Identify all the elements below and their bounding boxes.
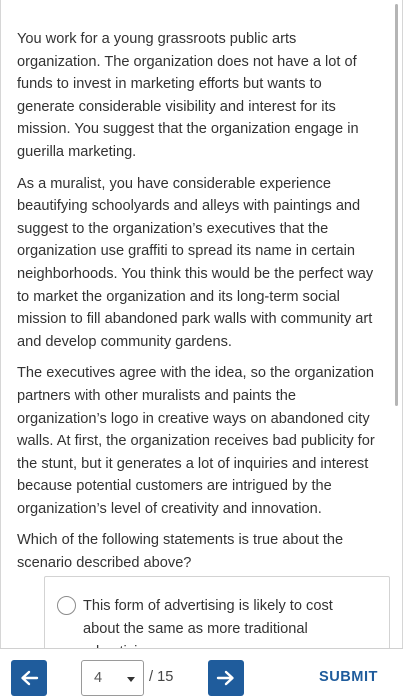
question-scroll-area[interactable] xyxy=(2,0,403,648)
current-page-value: 4 xyxy=(94,670,103,686)
question-prompt: Which of the following statements is true about the scenario described above? xyxy=(17,532,344,572)
arrow-left-icon xyxy=(20,670,38,686)
page-total-label: / 15 xyxy=(149,669,174,685)
scenario-paragraph: As a muralist, you have considerable experience beautifying schoolyards and alleys with paintings and suggest to the organization’s executives that the organization use graffiti to spread its name in certain neighborhoods. You think this would be the perfect way to market the organization and its long-term social mission to fill abandoned park walls with community art and develop community gardens. xyxy=(17,175,374,350)
previous-question-button[interactable] xyxy=(11,660,47,696)
chevron-down-icon xyxy=(127,677,135,682)
scrollbar-thumb[interactable] xyxy=(395,4,398,406)
arrow-right-icon xyxy=(217,670,235,686)
page-number-select[interactable] xyxy=(81,660,144,696)
answer-option-text: This form of advertising is likely to cost about the same as more traditional xyxy=(83,598,333,637)
navigation-bar xyxy=(0,648,403,700)
answer-option-radio[interactable] xyxy=(57,596,76,615)
question-content xyxy=(17,28,375,584)
scenario-paragraph: The executives agree with the idea, so the organization partners with other muralists and paints the organization’s logo in creative ways on abandoned city walls. At first, the organization receives bad publicity for the stunt, but it generates a lot of inquiries and interest because potential customers are intrigued by the organization’s level of creativity and innovation. xyxy=(17,365,375,517)
submit-button[interactable]: SUBMIT xyxy=(319,669,378,685)
scenario-paragraph: You work for a young grassroots public arts organization. The organization does not have a lot of funds to invest in marketing efforts but wants to generate considerable visibility and interest for its mission. You suggest that the organization engage in guerilla marketing. xyxy=(17,31,359,160)
next-question-button[interactable] xyxy=(208,660,244,696)
